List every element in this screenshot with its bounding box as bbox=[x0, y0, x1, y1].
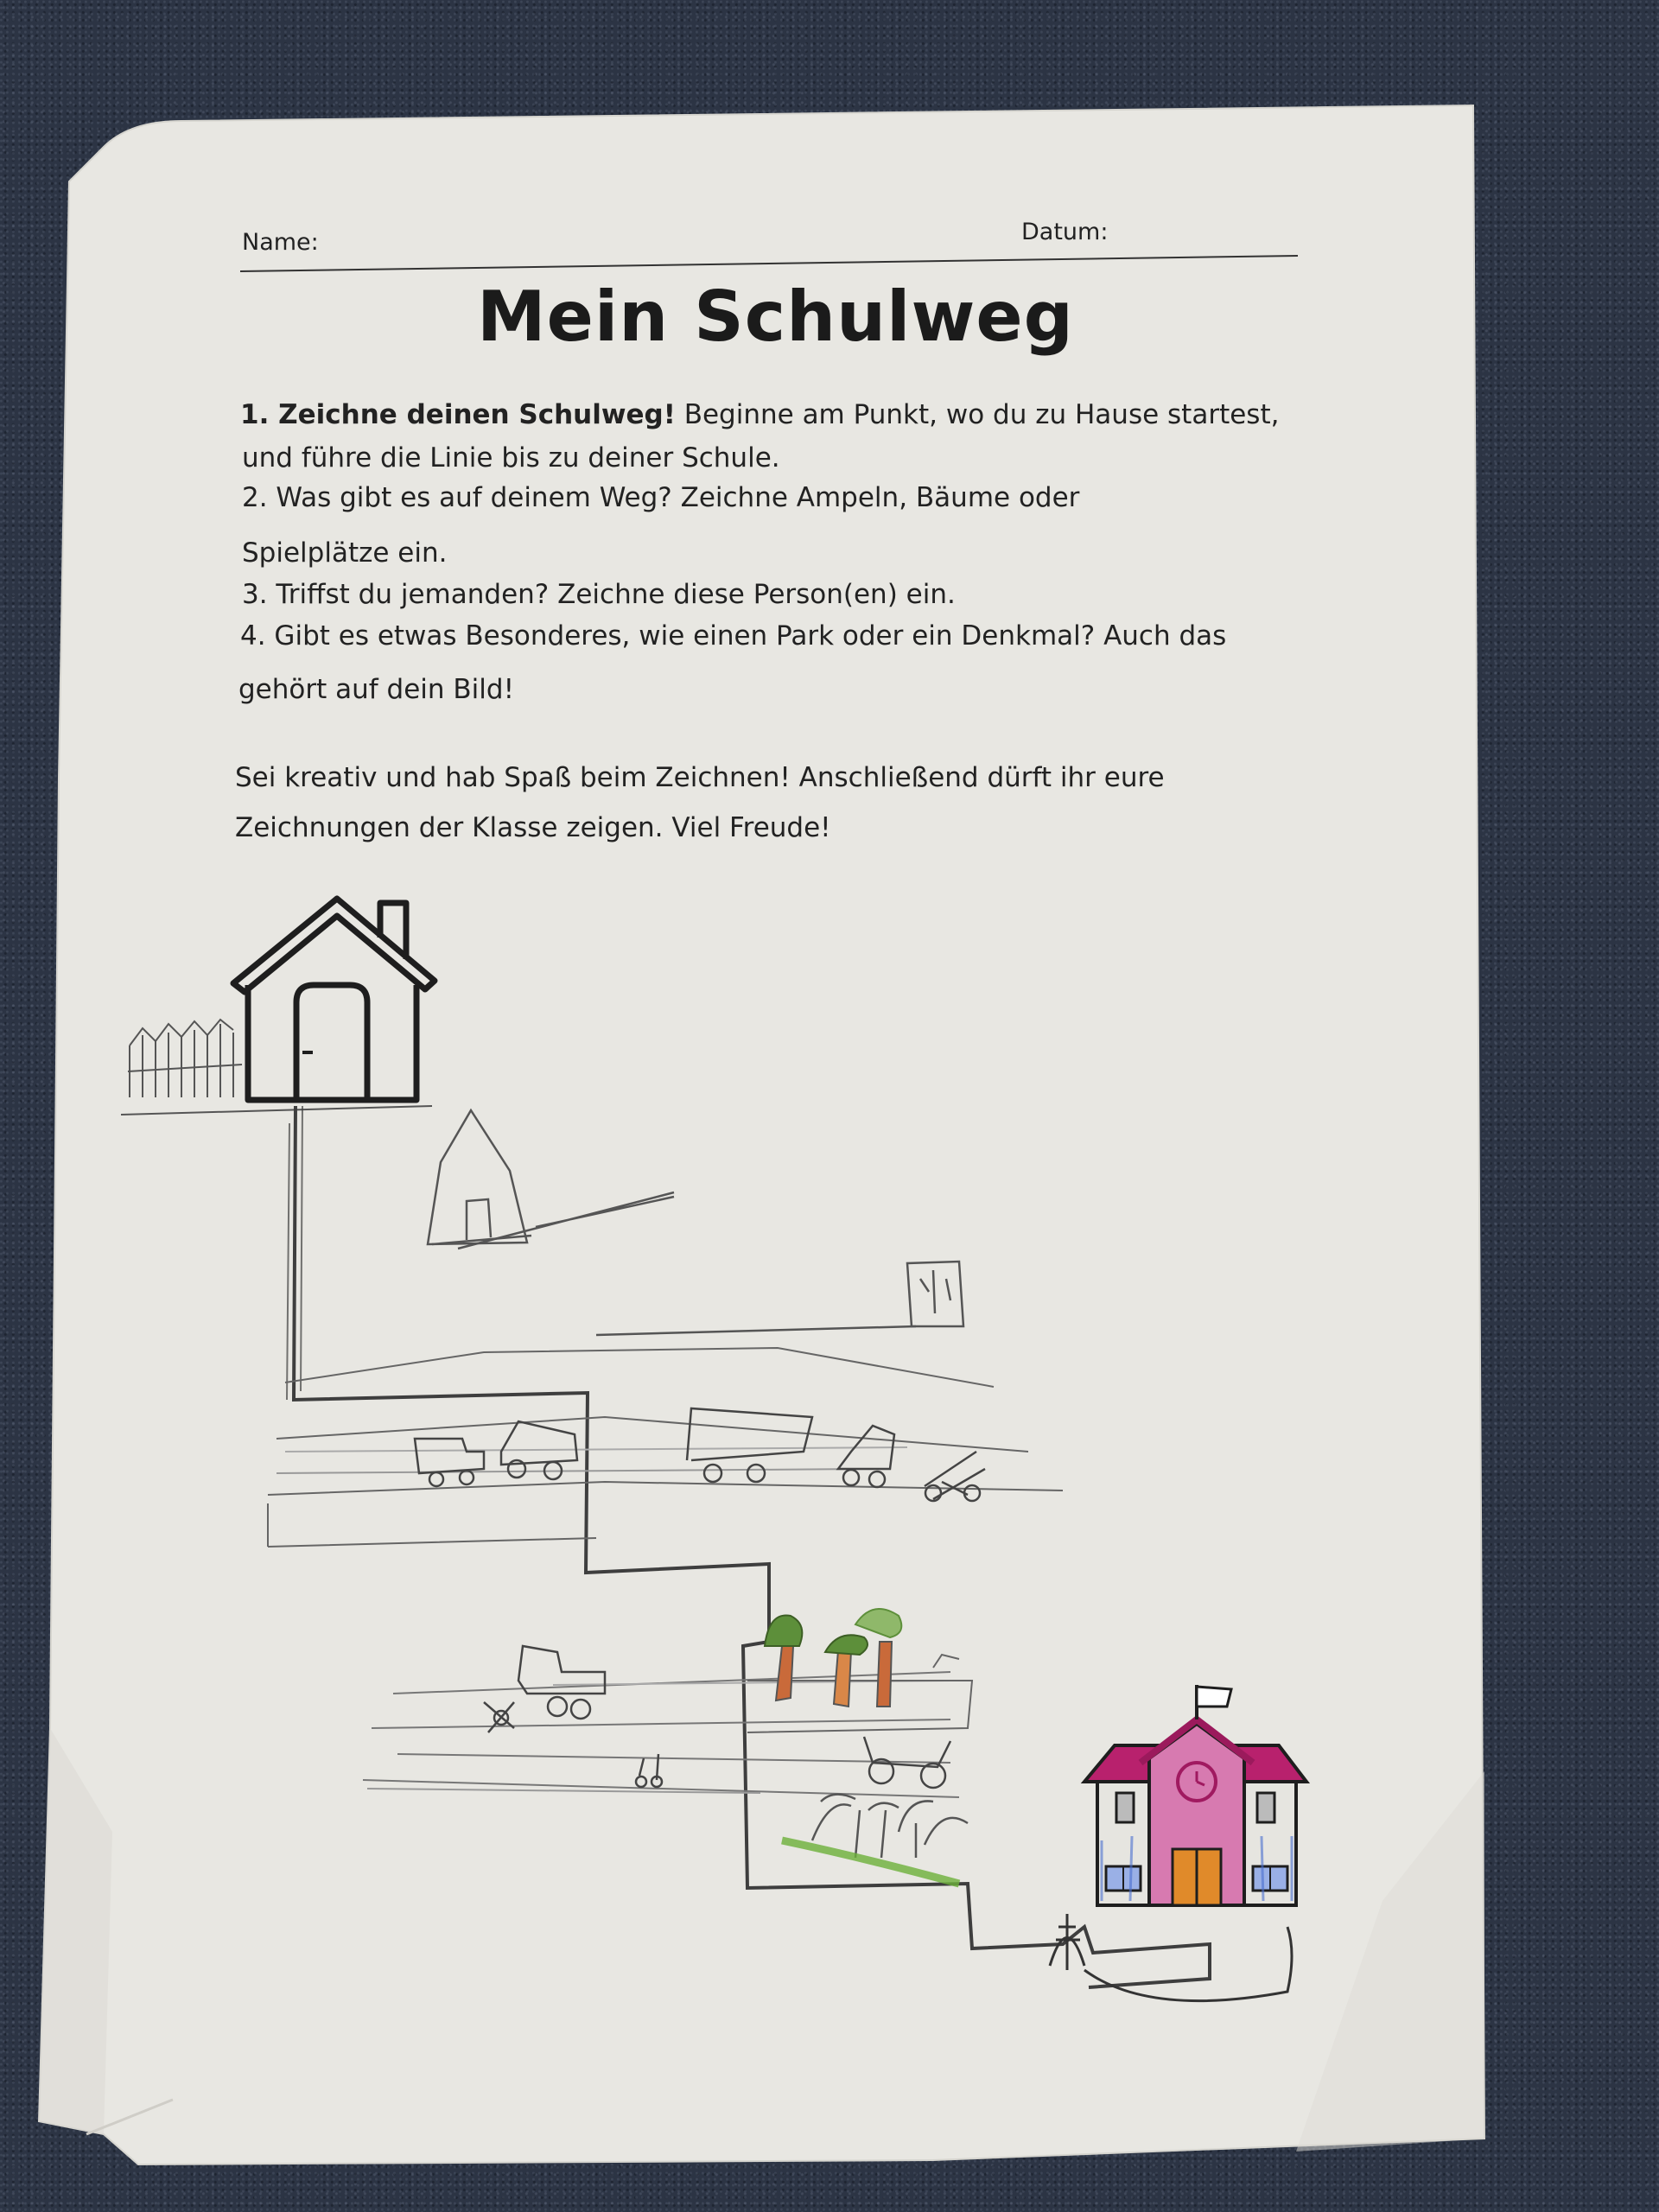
date-label: Datum: bbox=[1021, 219, 1109, 245]
school-route-line bbox=[287, 1106, 1210, 1987]
flag-icon bbox=[1197, 1687, 1231, 1707]
grass-strip bbox=[782, 1840, 959, 1884]
instruction-2-cont: Spielplätze ein. bbox=[242, 537, 448, 569]
closing-line-1: Sei kreativ und hab Spaß beim Zeichnen! Anschließend dürft ihr eure bbox=[235, 762, 1165, 793]
upper-road-sketch bbox=[268, 1348, 1063, 1547]
instruction-1-bold: 1. Zeichne deinen Schulweg! bbox=[240, 399, 676, 430]
page-title: Mein Schulweg bbox=[477, 276, 1074, 357]
instruction-3: 3. Triffst du jemanden? Zeichne diese Person(en) ein. bbox=[242, 579, 956, 610]
playground-sketch bbox=[812, 1795, 968, 1858]
instruction-1-rest: Beginne am Punkt, wo du zu Hause startest, bbox=[675, 399, 1280, 430]
instruction-1-cont: und führe die Linie bis zu deiner Schule. bbox=[242, 442, 780, 474]
tree-icon bbox=[765, 1609, 901, 1707]
closing-line-2: Zeichnungen der Klasse zeigen. Viel Freude! bbox=[235, 812, 831, 843]
instruction-4-cont: gehört auf dein Bild! bbox=[238, 674, 514, 705]
small-building-sketch bbox=[596, 1262, 963, 1335]
house-icon bbox=[233, 899, 435, 1100]
small-house-sketch bbox=[428, 1110, 674, 1249]
instruction-4: 4. Gibt es etwas Besonderes, wie einen Park oder ein Denkmal? Auch das bbox=[240, 620, 1227, 652]
school-icon bbox=[1084, 1685, 1306, 1905]
name-label: Name: bbox=[242, 229, 319, 256]
instruction-2: 2. Was gibt es auf deinem Weg? Zeichne Ampeln, Bäume oder bbox=[242, 482, 1080, 513]
